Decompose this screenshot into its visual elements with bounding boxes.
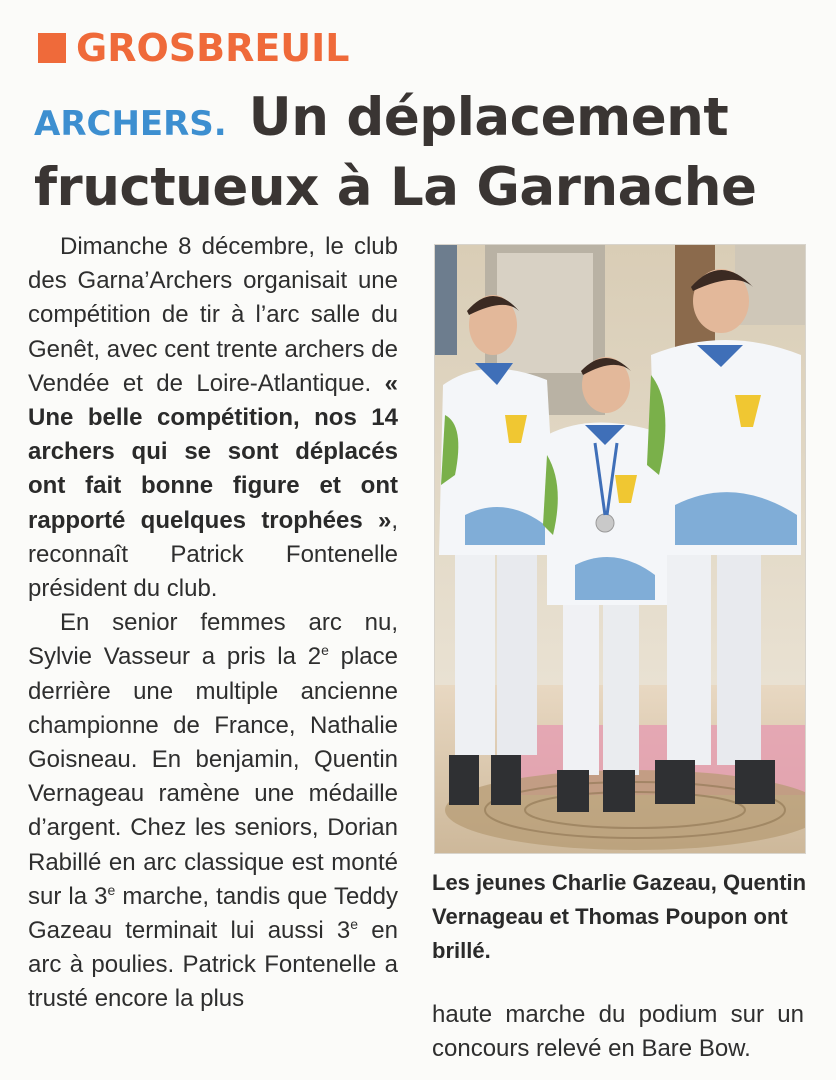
- p2-part-d: en arc à poulies. Patrick Fontenelle a trusté encore la plus: [28, 917, 398, 1013]
- article-photo: [434, 244, 806, 854]
- ordinal-sup-1: e: [321, 642, 329, 659]
- headline-kicker: ARCHERS.: [34, 104, 227, 144]
- headline-title: Un déplacement fructueux à La Garnache: [34, 87, 757, 218]
- paragraph-2: [28, 606, 398, 1016]
- paragraph-1: [28, 230, 398, 606]
- p1-outro: , reconnaît Patrick Fontenelle président du club.: [28, 506, 398, 603]
- p2-part-b: place derrière une multiple ancienne championne de France, Nathalie Goisneau. En benjamin, Quentin Vernageau ramène une médaille d’argent. Chez les seniors, Dorian Rabillé en arc classique est monté sur la 3: [28, 643, 398, 910]
- ordinal-sup-3: e: [350, 916, 359, 933]
- locality-header: [38, 28, 350, 68]
- p2-part-a: En senior femmes arc nu, Sylvie Vasseur a pris la 2: [28, 609, 398, 671]
- article-headline: [34, 86, 814, 220]
- section-marker-square: [38, 33, 66, 63]
- p1-intro: Dimanche 8 décembre, le club des Garna’Archers organisait une compétition de tir à l’arc salle du Genêt, avec cent trente archers de Vendée et de Loire-Atlantique.: [28, 233, 398, 397]
- locality-name: GROSBREUIL: [76, 26, 350, 70]
- p2-part-c: marche, tandis que Teddy Gazeau terminait lui aussi 3: [28, 882, 398, 945]
- article-body-continuation: haute marche du podium sur un concours relevé en Bare Bow.: [432, 1001, 804, 1063]
- p1-quote: « Une belle compétition, nos 14 archers qui se sont déplacés ont fait bonne figure et ont rapporté quelques trophées »: [28, 369, 398, 534]
- archers-photo-illustration: [435, 245, 805, 853]
- article-body-column: [28, 230, 398, 1017]
- photo-caption: Les jeunes Charlie Gazeau, Quentin Vernageau et Thomas Poupon ont brillé.: [432, 870, 807, 963]
- ordinal-sup-2: e: [107, 881, 116, 898]
